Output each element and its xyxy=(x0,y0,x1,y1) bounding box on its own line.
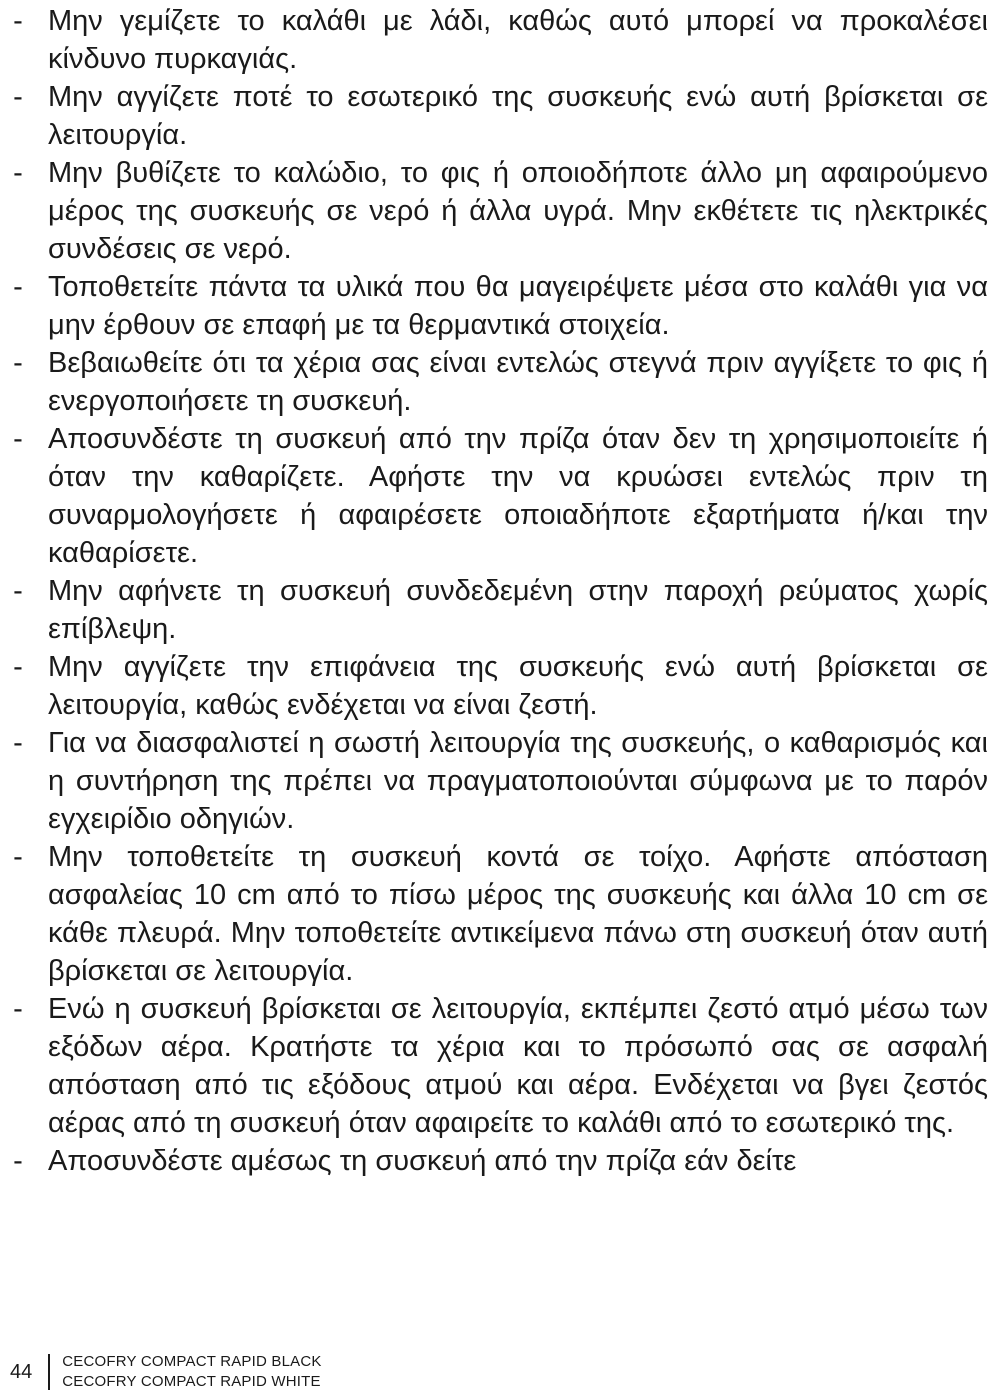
list-item xyxy=(8,1142,988,1180)
list-item xyxy=(8,648,988,724)
page-number: 44 xyxy=(10,1360,33,1383)
bullet-dash: - xyxy=(13,271,23,303)
instruction-text: Αποσυνδέστε τη συσκευή από την πρίζα όταν δεν τη χρησιμοποιείτε ή όταν την καθαρίζετε. Αφήστε την να κρυώσει εντελώς πριν τη συναρμολογήσετε ή αφαιρέσετε οποιαδήποτε εξαρτήματα ή/και την καθαρίσετε. xyxy=(48,423,988,569)
instruction-text: Μην γεμίζετε το καλάθι με λάδι, καθώς αυτό μπορεί να προκαλέσει κίνδυνο πυρκαγιάς. xyxy=(48,5,988,75)
instruction-text: Για να διασφαλιστεί η σωστή λειτουργία της συσκευής, ο καθαρισμός και η συντήρηση της πρέπει να πραγματοποιούνται σύμφωνα με το παρόν εγχειρίδιο οδηγιών. xyxy=(48,727,988,835)
footer-divider xyxy=(48,1354,50,1390)
model-name-white: CECOFRY COMPACT RAPID WHITE xyxy=(62,1373,321,1390)
list-item xyxy=(8,572,988,648)
instruction-text: Μην αγγίζετε την επιφάνεια της συσκευής ενώ αυτή βρίσκεται σε λειτουργία, καθώς ενδέχεται να είναι ζεστή. xyxy=(48,651,988,721)
list-item xyxy=(8,990,988,1142)
bullet-dash: - xyxy=(13,575,23,607)
instruction-text: Μην τοποθετείτε τη συσκευή κοντά σε τοίχο. Αφήστε απόσταση ασφαλείας 10 cm από το πίσω μέρος της συσκευής και άλλα 10 cm σε κάθε πλευρά. Μην τοποθετείτε αντικείμενα πάνω στη συσκευή όταν αυτή βρίσκεται σε λειτουργία. xyxy=(48,841,988,987)
bullet-dash: - xyxy=(13,841,23,873)
bullet-dash: - xyxy=(13,1145,23,1177)
page-footer xyxy=(10,1350,322,1394)
instruction-text: Αποσυνδέστε αμέσως τη συσκευή από την πρίζα εάν δείτε xyxy=(48,1145,797,1177)
instruction-text: Μην αφήνετε τη συσκευή συνδεδεμένη στην παροχή ρεύματος χωρίς επίβλεψη. xyxy=(48,575,988,645)
list-item xyxy=(8,724,988,838)
list-item xyxy=(8,154,988,268)
list-item xyxy=(8,344,988,420)
bullet-dash: - xyxy=(13,993,23,1025)
safety-instructions-list xyxy=(8,2,988,1180)
instruction-text: Μην αγγίζετε ποτέ το εσωτερικό της συσκευής ενώ αυτή βρίσκεται σε λειτουργία. xyxy=(48,81,988,151)
bullet-dash: - xyxy=(13,5,23,37)
list-item xyxy=(8,78,988,154)
instruction-text: Ενώ η συσκευή βρίσκεται σε λειτουργία, εκπέμπει ζεστό ατμό μέσω των εξόδων αέρα. Κρατήστε τα χέρια και το πρόσωπό σας σε ασφαλή απόσταση από τις εξόδους ατμού και αέρα. Ενδέχεται να βγει ζεστός αέρας από τη συσκευή όταν αφαιρείτε το καλάθι από το εσωτερικό της. xyxy=(48,993,988,1139)
bullet-dash: - xyxy=(13,347,23,379)
list-item xyxy=(8,420,988,572)
model-names xyxy=(62,1352,321,1392)
list-item xyxy=(8,268,988,344)
list-item xyxy=(8,838,988,990)
bullet-dash: - xyxy=(13,651,23,683)
instruction-text: Τοποθετείτε πάντα τα υλικά που θα μαγειρέψετε μέσα στο καλάθι για να μην έρθουν σε επαφή με τα θερμαντικά στοιχεία. xyxy=(48,271,988,341)
list-item xyxy=(8,2,988,78)
bullet-dash: - xyxy=(13,81,23,113)
bullet-dash: - xyxy=(13,423,23,455)
bullet-dash: - xyxy=(13,727,23,759)
bullet-dash: - xyxy=(13,157,23,189)
instruction-text: Βεβαιωθείτε ότι τα χέρια σας είναι εντελώς στεγνά πριν αγγίξετε το φις ή ενεργοποιήσετε τη συσκευή. xyxy=(48,347,988,417)
instruction-text: Μην βυθίζετε το καλώδιο, το φις ή οποιοδήποτε άλλο μη αφαιρούμενο μέρος της συσκευής σε νερό ή άλλα υγρά. Μην εκθέτετε τις ηλεκτρικές συνδέσεις σε νερό. xyxy=(48,157,988,265)
model-name-black: CECOFRY COMPACT RAPID BLACK xyxy=(62,1353,322,1370)
